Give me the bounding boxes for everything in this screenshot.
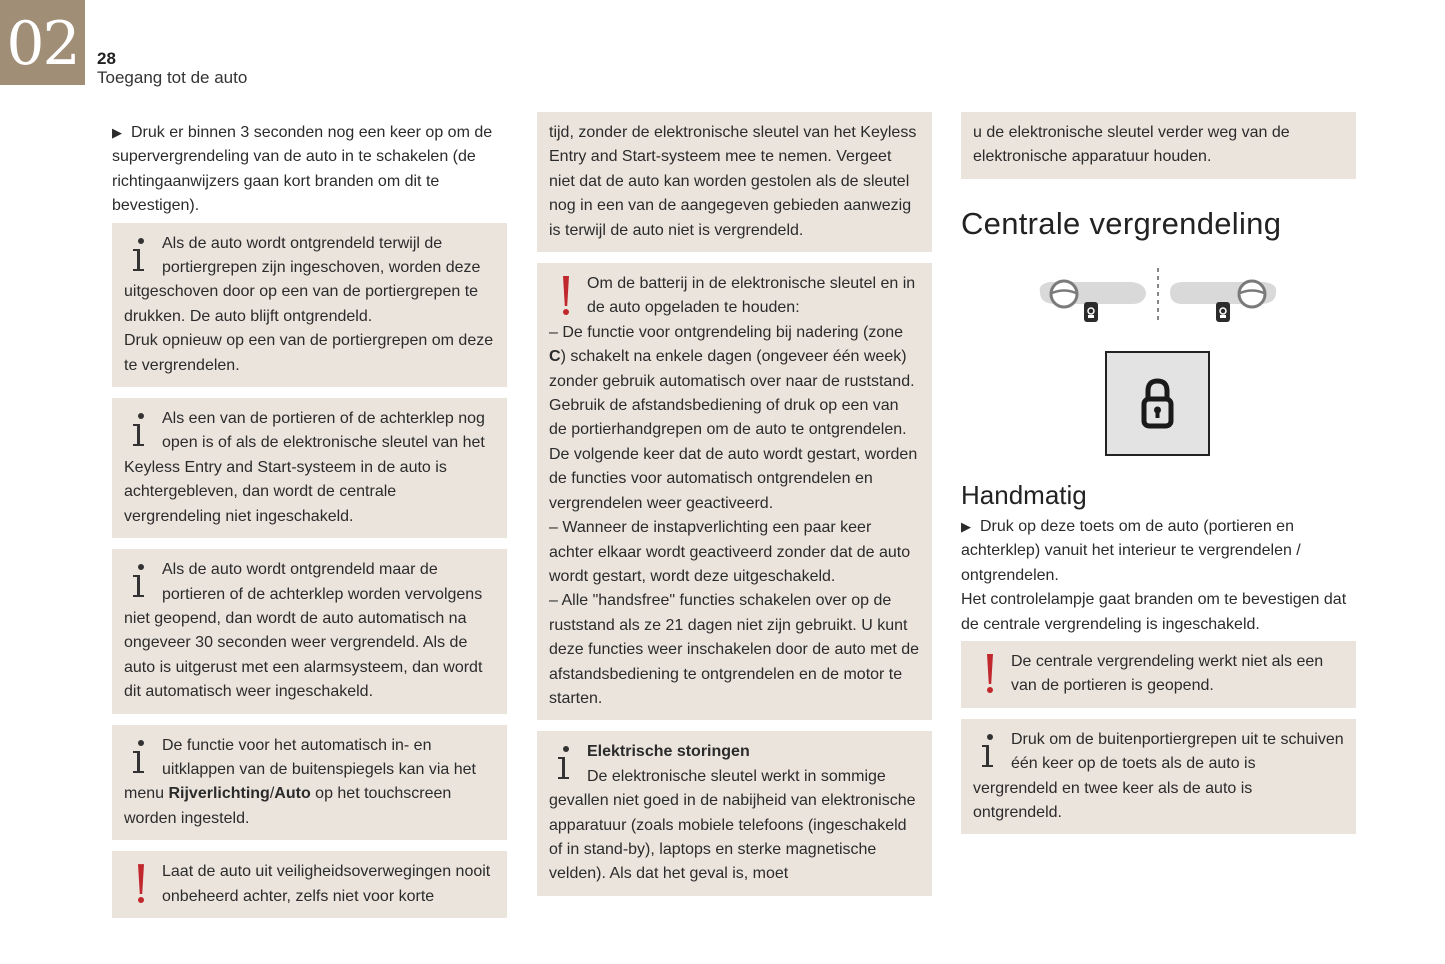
info-text: u de elektronische sleutel verder weg van de elektronische apparatuur houden. (973, 124, 1290, 166)
info-text: Als een van de portieren of de achterklep nog open is of als de elektronische sleutel van het Keyless Entry and Start-systeem in de auto is achtergebleven, dan wordt de centrale vergrendeling niet ingeschakeld. (124, 410, 485, 525)
warning-icon (973, 650, 1011, 694)
column-3-lower (961, 480, 1356, 845)
central-locking-button (1105, 351, 1210, 456)
info-text: Druk opnieuw op een van de portiergrepen om deze te vergrendelen. (124, 332, 494, 374)
info-box-interference (537, 731, 932, 895)
warning-box-unattended (112, 851, 507, 918)
section-title: Toegang tot de auto (97, 68, 248, 87)
info-text: De elektronische sleutel werkt in sommige gevallen niet goed in de nabijheid van elektronische apparatuur (zoals mobiele telefoons (ingeschakeld of in stand-by), laptops en sterke magnetische velden). Als dat het geval is, moet (549, 767, 916, 883)
info-icon (124, 558, 162, 602)
info-icon (973, 728, 1011, 772)
right-hand-drive-car-icon (1170, 281, 1276, 322)
column-1 (112, 112, 507, 929)
warning-box-door-open (961, 641, 1356, 708)
warning-text: tijd, zonder de elektronische sleutel van het Keyless Entry and Start-systeem mee te nemen. Vergeet niet dat de auto kan worden gestolen als de sleutel nog in een van de aangegeven gebieden aanwezig is terwijl de auto niet is vergrendeld. (549, 124, 917, 239)
car-interior-diagram (1036, 262, 1280, 328)
heading-manual: Handmatig (961, 480, 1087, 510)
info-icon (124, 407, 162, 451)
info-box-handles (961, 719, 1356, 835)
column-2 (537, 112, 932, 907)
manual-step: ▶ Druk op deze toets om de auto (portieren en achterklep) vanuit het interieur te vergrendelen / ontgrendelen. (961, 515, 1356, 588)
left-hand-drive-car-icon (1040, 281, 1146, 322)
info-box-door-handles (112, 223, 507, 387)
page-number: 28 (97, 49, 116, 68)
info-text: De functie voor het automatisch in- en uitklappen van de buitenspiegels kan via het menu Rijverlichting/Auto op het touchscreen worden ingesteld. (124, 736, 476, 827)
warning-list-item: – De functie voor ontgrendeling bij nadering (zone C) schakelt na enkele dagen (ongeveer één week) zonder gebruik automatisch over naar de ruststand. Gebruik de afstandsbediening of druk op een van de portierhandgrepen om de auto te ontgrendelen. De volgende keer dat de auto wordt gestart, worden de functies voor automatisch ontgrendelen en vergrendelen weer geactiveerd. (549, 323, 918, 512)
info-text: Als de auto wordt ontgrendeld maar de portieren of de achterklep worden vervolgens niet geopend, dan wordt de auto automatisch na ongeveer 30 seconden weer vergrendeld. Als de auto is uitgerust met een alarmsysteem, dan wordt dit automatisch weer ingeschakeld. (124, 561, 483, 701)
info-icon (124, 232, 162, 276)
warning-list-item: – Alle "handsfree" functies schakelen over op de ruststand als ze 21 dagen niet zijn gebruikt. U kunt deze functies weer inschakelen door de auto met de afstandsbediening te ontgrendelen en de motor te starten. (549, 592, 920, 707)
chapter-tab: 02 (0, 0, 85, 85)
manual-note: Het controlelampje gaat branden om te bevestigen dat de centrale vergrendeling is ingeschakeld. (961, 591, 1347, 633)
info-box-doors-open (112, 398, 507, 538)
warning-icon (124, 860, 162, 904)
warning-icon (549, 272, 587, 316)
info-text: Als de auto wordt ontgrendeld terwijl de portiergrepen zijn ingeschoven, worden deze uitgeschoven door op een van de portiergrepen te drukken. De auto blijft ontgrendeld. (124, 234, 481, 325)
info-box-continued (961, 112, 1356, 179)
info-text: Druk om de buitenportiergrepen uit te schuiven één keer op de toets als de auto is vergrendeld en twee keer als de auto is ontgrendeld. (973, 730, 1344, 822)
warning-list-item: – Wanneer de instapverlichting een paar keer achter elkaar wordt geactiveerd zonder dat de auto wordt gestart, wordt deze uitgeschakeld. (549, 519, 911, 585)
heading-central-locking: Centrale vergrendeling (961, 205, 1282, 241)
arrow-right-icon: ▶ (112, 125, 122, 140)
warning-text: Laat de auto uit veiligheidsoverwegingen nooit onbeheerd achter, zelfs niet voor korte (162, 863, 491, 905)
warning-text: De centrale vergrendeling werkt niet als een van de portieren is geopend. (1011, 653, 1324, 695)
column-3 (961, 112, 1356, 242)
info-icon (549, 740, 587, 784)
warning-intro: Om de batterij in de elektronische sleutel en in de auto opgeladen te houden: (587, 275, 916, 317)
padlock-icon (1107, 353, 1208, 454)
warning-box-battery (537, 263, 932, 720)
info-icon (124, 734, 162, 778)
info-box-auto-relock (112, 549, 507, 713)
arrow-right-icon: ▶ (961, 519, 971, 534)
intro-paragraph: ▶ Druk er binnen 3 seconden nog een keer op om de supervergrendeling van de auto in te schakelen (de richtingaanwijzers gaan kort branden om dit te bevestigen). (112, 121, 507, 219)
info-title: Elektrische storingen (587, 743, 750, 761)
warning-box-continued (537, 112, 932, 252)
info-box-mirrors (112, 725, 507, 841)
